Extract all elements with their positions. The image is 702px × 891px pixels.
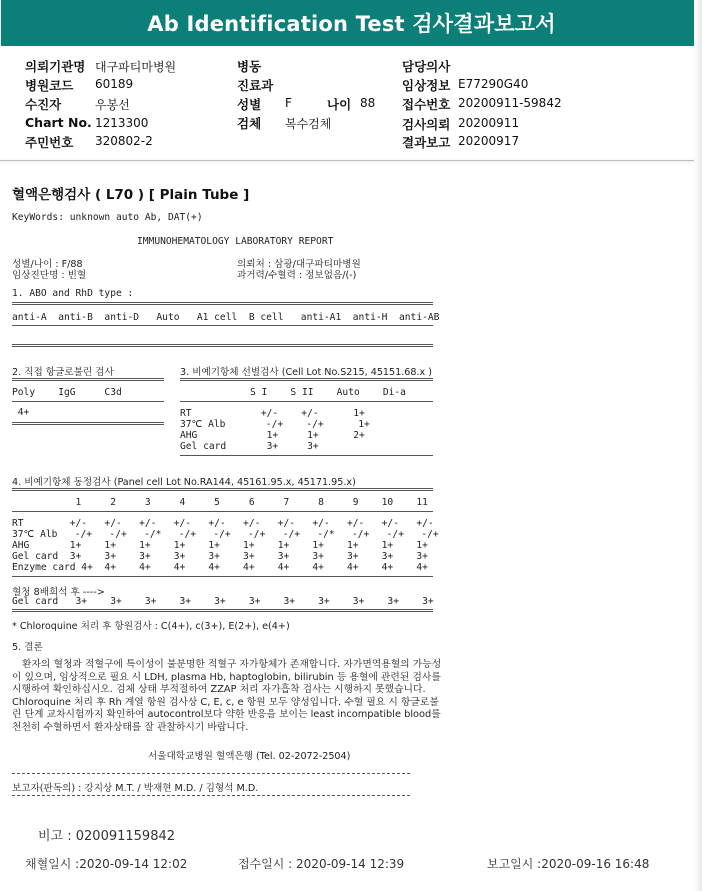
request-date-label: 검사의뢰 xyxy=(402,117,451,132)
panel-title: 4. 비예기항체 동정검사 (Panel cell Lot No.RA144, 45161.95.x, 45171.95.x) xyxy=(12,477,356,488)
resident-no-value: 320802-2 xyxy=(95,134,153,148)
department-label: 진료과 xyxy=(237,78,274,93)
panel-top-rule xyxy=(12,488,433,491)
reporter-bottom-rule xyxy=(12,795,410,796)
clinical-diagnosis-line: 임상진단명 : 빈혈 xyxy=(12,270,87,281)
accession-no-label: 접수번호 xyxy=(402,97,451,112)
patient-name-label: 수진자 xyxy=(25,97,62,112)
panel-row-gel: Gel card 3+ 3+ 3+ 3+ 3+ 3+ 3+ 3+ 3+ 3+ 3+ xyxy=(12,551,428,562)
request-date-value: 20200911 xyxy=(458,116,520,130)
screen-row-alb: 37℃ Alb -/+ -/+ 1+ xyxy=(180,419,370,430)
panel-row-ahg: AHG 1+ 1+ 1+ 1+ 1+ 1+ 1+ 1+ 1+ 1+ 1+ xyxy=(12,540,428,551)
screen-row-ahg: AHG 1+ 1+ 2+ xyxy=(180,430,365,441)
age-value: 88 xyxy=(360,96,376,110)
reported-datetime: 보고일시 :2020-09-16 16:48 xyxy=(487,857,650,871)
doctor-label: 담당의사 xyxy=(402,59,451,74)
resident-no-label: 주민번호 xyxy=(25,135,74,150)
panel-mid-rule xyxy=(12,511,433,512)
keywords: KeyWords: unknown auto Ab, DAT(+) xyxy=(12,212,203,223)
chart-no-value: 1213300 xyxy=(95,116,149,130)
report-title-banner xyxy=(1,0,702,46)
history-line: 과거력/수혈력 : 정보없음/(-) xyxy=(237,270,357,281)
panel-row-alb: 37℃ Alb -/+ -/+ -/* -/+ -/+ -/+ -/+ -/* -/+ -/+ -/+ xyxy=(12,529,439,540)
abo-title: 1. ABO and RhD type : xyxy=(12,288,134,299)
report-date-label: 결과보고 xyxy=(402,135,451,150)
abo-bottom-rule xyxy=(12,344,433,347)
screen-title: 3. 비예기항체 선별검사 (Cell Lot No.S215, 45151.68.x ) xyxy=(180,367,433,378)
chloroquine-note: * Chloroquine 처리 후 항원검사 : C(4+), c(3+), E(2+), e(4+) xyxy=(12,621,290,632)
screen-headers: S I S II Auto Di-a xyxy=(250,387,406,398)
conclusion-text: 환자의 혈청과 적혈구에 특이성이 불분명한 적혈구 자가항체가 존재합니다. 자가면역용혈의 가능성이 있으며, 임상적으로 필요 시 LDH, plasma Hb, haptoglobin, bilirubin 등 용혈에 관련된 검사를 시행하여 확인하십시오. 검체 상태 부적절하여 ZZAP 처리 자가흡착 검사는 시행하지 못했습니다. Chloroquine 처리 후 Rh 계열 항원 검사상 C, E, c, e 항원 모두 양성입니다. 수혈 필요 시 항글로불린 단계 교차시험까지 확인하여 autocontrol보다 약한 반응을 보이는 least incompatible blood를 천천히 수혈하면서 환자상태를 잘 관찰하시기 바랍니다. xyxy=(12,659,442,733)
dat-mid-rule xyxy=(12,401,164,402)
hospital-name-value: 대구파티마병원 xyxy=(95,60,177,74)
patient-name-value: 우봉선 xyxy=(95,98,130,112)
abo-headers: anti-A anti-B anti-D Auto A1 cell B cell anti-A1 anti-H anti-AB xyxy=(12,312,440,323)
panel-bottom-rule xyxy=(12,576,433,577)
hospital-contact: 서울대학교병원 혈액은행 (Tel. 02-2072-2504) xyxy=(148,751,351,762)
report-heading: IMMUNOHEMATOLOGY LABORATORY REPORT xyxy=(137,236,334,247)
conclusion-title: 5. 결론 xyxy=(12,642,43,653)
abo-top-rule xyxy=(12,302,433,305)
collected-datetime: 채혈일시 :2020-09-14 12:02 xyxy=(25,857,188,871)
age-label: 나이 xyxy=(327,97,352,112)
sex-label: 성별 xyxy=(237,97,262,112)
panel-headers: 1 2 3 4 5 6 7 8 9 10 11 xyxy=(12,497,428,508)
requester-line: 의뢰처 : 삼광/대구파티마병원 xyxy=(237,259,361,270)
header-divider xyxy=(0,160,702,161)
screen-bottom-rule xyxy=(180,455,433,456)
report-title: Ab Identification Test 검사결과보고서 xyxy=(147,12,556,36)
accession-no-value: 20200911-59842 xyxy=(458,96,562,110)
dilution-row: Gel card 3+ 3+ 3+ 3+ 3+ 3+ 3+ 3+ 3+ 3+ 3+ xyxy=(12,596,434,607)
clinical-info-value: E77290G40 xyxy=(458,77,529,91)
dilution-title: 혈청 8배희석 후 ----> xyxy=(12,587,105,598)
dilution-bottom-rule xyxy=(12,609,433,612)
dat-top-rule xyxy=(12,378,164,381)
page-edge-shadow xyxy=(694,0,702,891)
reporter-line: 보고자(판독의) : 강지상 M.T. / 박재현 M.D. / 김형석 M.D. xyxy=(12,783,259,794)
hospital-name-label: 의뢰기관명 xyxy=(25,59,86,74)
section-title: 혈액은행검사 ( L70 ) [ Plain Tube ] xyxy=(12,187,250,203)
panel-row-enzyme: Enzyme card 4+ 4+ 4+ 4+ 4+ 4+ 4+ 4+ 4+ 4+ 4+ xyxy=(12,562,428,573)
screen-top-rule xyxy=(180,378,433,381)
clinical-info-label: 임상정보 xyxy=(402,78,451,93)
hospital-code-label: 병원코드 xyxy=(25,78,74,93)
report-date-value: 20200917 xyxy=(458,134,520,148)
chart-no-label: Chart No. xyxy=(25,115,92,130)
remarks: 비고 : 020091159842 xyxy=(38,829,176,844)
sex-value: F xyxy=(285,96,292,110)
dat-bottom-rule xyxy=(12,422,164,425)
screen-row-rt: RT +/- +/- 1+ xyxy=(180,408,365,419)
screen-mid-rule xyxy=(180,401,433,402)
dat-headers: Poly IgG C3d xyxy=(12,387,122,398)
dat-title: 2. 직접 항글로불린 검사 xyxy=(12,367,114,378)
hospital-code-value: 60189 xyxy=(95,77,134,91)
specimen-label: 검체 xyxy=(237,116,262,131)
screen-row-gel: Gel card 3+ 3+ xyxy=(180,441,319,452)
panel-row-rt: RT +/- +/- +/- +/- +/- +/- +/- +/- +/- +/- +/- xyxy=(12,518,434,529)
sex-age-line: 성별/나이 : F/88 xyxy=(12,259,83,270)
received-datetime: 접수일시 : 2020-09-14 12:39 xyxy=(238,857,405,871)
abo-mid-rule xyxy=(12,325,433,326)
reporter-top-rule xyxy=(12,773,410,774)
ward-label: 병동 xyxy=(237,59,262,74)
specimen-value: 복수검체 xyxy=(285,117,332,131)
dat-values: 4+ xyxy=(12,407,30,418)
